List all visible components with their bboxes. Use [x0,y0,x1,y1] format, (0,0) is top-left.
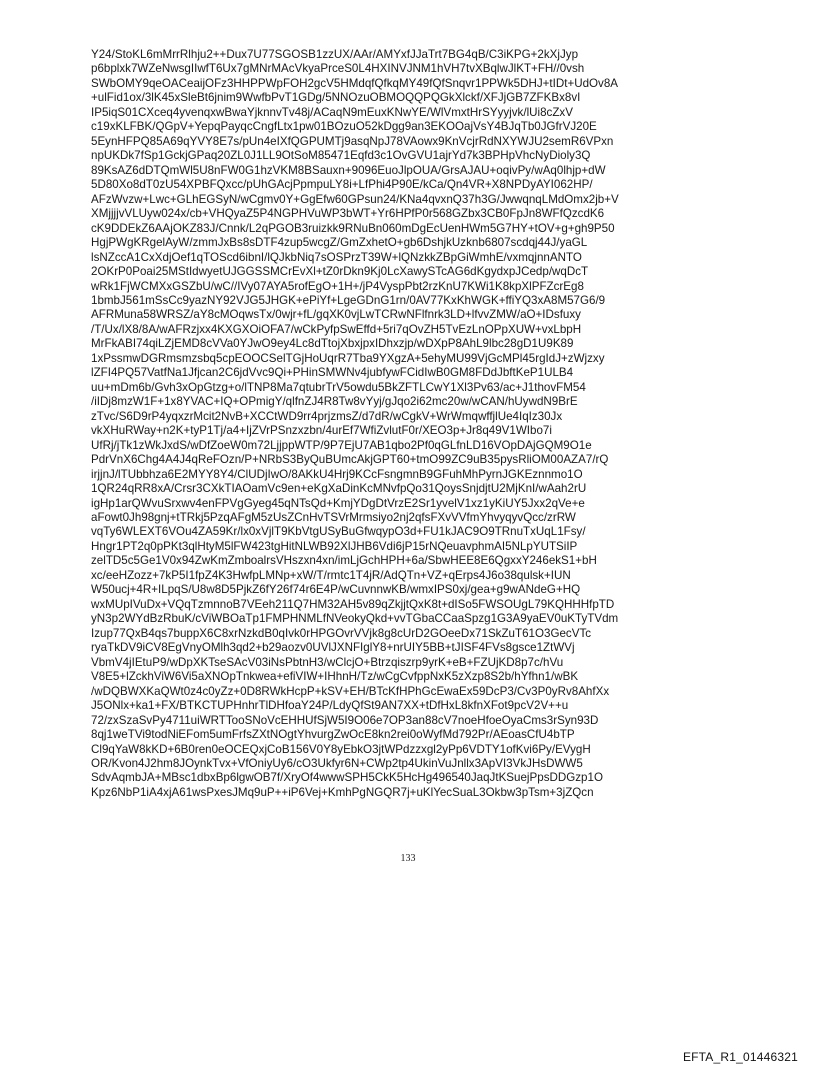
text-line: irjjnJ/lTUbbhza6E2MYY8Y4/ClUDjIwO/8AKkU4Hrj9KCcFsngmnB9GFuhMhPyrnJGKEznnmo1O [91,467,583,481]
text-line: 5D80Xo8dT0zU54XPBFQxcc/pUhGAcjPpmpuLY8i+LfPhi4P90E/kCa/Qn4VR+X8NPDyAYI062HP/ [91,178,593,192]
text-line: wxMUpIVuDx+VQqTzmnnoB7VEeh211Q7HM32AH5v89qZkjjtQxK8t+dISo5FWSOUgL79KQHHHfpTD [91,597,615,611]
text-line: Y24/StoKL6mMrrRlhju2++Dux7U77SGOSB1zzUX/AAr/AMYxfJJaTrt7BG4qB/C3iKPG+2kXjJyp [91,48,579,61]
text-line: VbmV4jIEtuP9/wDpXKTseSAcV03iNsPbtnH3/wClcjO+Btrzqiszrp9yrK+eB+FZUjKD8p7c/hVu [91,655,564,669]
text-line: IP5iqS01CXceq4yvenqxwBwaYjknnvTv48j/ACaqN9mEuxKNwYE/WlVmxtHrSYyyjvk/lUi8cZxV [91,105,573,119]
text-line: /iIDj8mzW1F+1x8YVAC+IQ+OPmigY/qlfnZJ4R8Tw8vYyj/gJqo2i62mc20w/wCAN/hUywdN9BrE [91,395,578,409]
text-line: HgjPWgKRgelAyW/zmmJxBs8sDTF4zup5wcgZ/GmZxhetO+gb6DshjkUzknb6807scdqj44J/yaGL [91,236,588,250]
text-line: Hngr1PT2q0pPKt3qlHtyM5lFW423tgHitNLWB92XlJHB6Vdi6jP15rNQeuavphmAI5NLpYUTSiIP [91,539,578,553]
text-line: /T/Ux/lX8/8A/wAFRzjxx4KXGXOiOFA7/wCkPyfpSwEffd+5ri7qOvZH5TvEzLnOPpXUW+vxLbpH [91,322,582,336]
text-line: uu+mDm6b/Gvh3xOpGtzg+o/lTNP8Ma7qtubrTrV5owdu5BkZFTLCwY1Xl3Pv63/ac+J1thovFM54 [91,380,586,394]
text-line: xc/eeHZozz+7kP5I1fpZ4K3HwfpLMNp+xW/T/rmtc1T4jR/AdQTn+VZ+qErps4J6o38qulsk+IUN [91,568,571,582]
text-line: igHp1arQWvuSrxwv4enFPVgGyeg45qNTsQd+KmjYDgDtVrzE2Sr1yvelV1xz1yKiUY5Jxx2qVe+e [91,496,585,510]
text-line: 1bmbJ561mSsCc9yazNY92VJG5JHGK+ePiYf+LgeGDnG1rn/0AV77KxKhWGK+ffiYQ3xA8M57G6/9 [91,293,606,307]
text-line: OR/Kvon4J2hm8JOynkTvx+VfOniyUy6/cO3Ukfyr6N+CWp2tp4UkinVuJnllx3ApVI3VkJHsDWW5 [91,756,583,770]
text-line: vkXHuRWay+n2K+tyP1Tj/a4+IjZVrPSnzxzbn/4urEf7WfiZvlutF0r/XEO3p+Jr8q49V1WIbo7i [91,424,552,438]
text-line: +ulFid1ox/3lK45xSleBt6jnim9WwfbPvT1GDg/5NNOzuOBMOQQPQGkXlckf/XFJjGB7ZFKBx8vI [91,91,581,105]
text-line: W50ucj+4R+ILpqS/U8w8D5PjkZ6fY26f74r6E4P/wCuvnnwKB/wmxIPS0xj/gea+g9wANdeG+HQ [91,583,581,597]
text-line: 72/zxSzaSvPy4711uiWRTTooSNoVcEHHUfSjW5I9O06e7OP3an88cV7noeHfoeOyaCms3rSyn93D [91,713,599,727]
text-line: cK9DDEkZ6AAjOKZ83J/Cnnk/L2qPGOB3ruizkk9RNuBn060mDgEcUenHWm5G7HY+tOV+g+gh9P50 [91,221,615,235]
text-line: vqTy6WLEXT6VOu4ZA59Kr/lx0xVjlT9KbVtgUSyBuGfwqypO3d+FU1kJAC9O9TRnuTxUqL1Fsy/ [91,525,586,539]
document-id-stamp: EFTA_R1_01446321 [682,1050,798,1064]
text-line: zelTD5c5Ge1V0x94ZwKmZmboalrsVHszxn4xn/imLjGchHPH+6a/SbwHEE8E6QgxxY246ekS1+bH [91,554,597,568]
text-line: SdvAqmbJA+MBsc1dbxBp6lgwOB7f/XryOf4wwwSPH5CkK5HcHg496540JaqJtKSuejPpsDDGzp1O [91,771,603,785]
text-line: /wDQBWXKaQWt0z4c0yZz+0D8RWkHcpP+kSV+EH/BTcKfHPhGcEwaEx59DcP3/Cv3P0yRv8AhfXx [91,684,610,698]
text-line: ryaTkDV9iCV8EgVnyOMlh3qd2+b29aozv0UVlJXNFIglY8+nrUIY5BB+tJISF4FVs8gsce1ZtWVj [91,641,575,655]
text-line: 1xPssmwDGRmsmzsbq5cpEOOCSelTGjHoUqrR7Tba9YXgzA+5ehyMU99VjGcMPl45rgIdJ+zWjzxy [91,351,605,365]
text-line: MrFkABI74qiLZjEMD8cVVa0YJwO9ey4Lc8dTtojXbxjpxIDhxzjp/wDXpP8AhL9lbc28gD1U9K89 [91,337,574,351]
text-line: p6bplxk7WZeNwsgIIwfT6Ux7gMNrMAcVkyaPrceS0L4HXINVJNM1hVH7tvXBqlwJlKT+FH//0vsh [91,62,585,76]
text-line: AFzWvzw+Lwc+GLhEGSyN/wCgmv0Y+GgEfw60GPsun24/KNa4qvxnQ37h3G/JwwqnqLMdOmx2jb+V [91,192,619,206]
text-line: npUKDk7fSp1GckjGPaq20ZL0J1LL9OtSoM85471Eqfd3c1OvGVU1ajrYd7k3BPHpVhcNyDioly3Q [91,149,591,163]
base64-text-block [91,48,791,800]
text-line: lZFI4PQ57VatfNa1Jfjcan2C6jdVvc9Qi+PHinSMWNv4jubfywFCidIwB0GM8FDdJbftKeP1ULB4 [91,366,574,380]
text-line: PdrVnX6Chg4A4J4qReFOzn/P+NRbS3ByQuBUmcAkjGPT60+tmO99ZC9uB35pysRliOM00AZA7/rQ [91,453,609,467]
text-line: J5ONlx+ka1+FX/BTKCTUPHnhrTlDHfoaY24P/LdyQfSt9AN7XX+tDfHxL8kfnXFot9pcV2V++u [91,699,569,713]
text-line: V8E5+lZckhViW6Vi5aXNOpTnkwea+efiVIW+IHhnH/Tz/wCgCvfppNxK5zXzp8S2b/hYfhn1/wBK [91,670,579,684]
text-line: 1QR24qRR8xA/Crsr3CXkTIAOamVc9en+eKgXaDinKcMNvfpQo31QoysSnjdjtU2MjKnI/wAah2rU [91,482,587,496]
text-line: wRk1FjWCMXxGSZbU/wC//IVy07AYA5rofEgO+1H+/jP4VyspPbt2rzKnU7KWi1K8kpXlPFZcrEg8 [91,279,584,293]
text-line: Izup77QxB4qs7buppX6C8xrNzkdB0qIvk0rHPGOvrVVjk8g8cUrD2GOeeDx71SkZuT61O3GecVTc [91,626,592,640]
page-number: 133 [400,853,416,864]
text-line: SWbOMY9qeOACeaijOFz3HHPPWpFOH2gcV5HMdqfQfkqMY49fQfSnqvr1PPWk5DHJ+tIDt+UdOv8A [91,76,619,90]
text-line: 2OKrP0Poai25MStIdwyetUJGGSSMCrEvXl+tZ0rDkn9Kj0LcXawySTcAG6dKgydxpJCedp/wqDcT [91,265,589,279]
text-line: c19xKLFBK/QGpV+YepqPayqcCngfLtx1pw01BOzuO52kDgg9an3EKOOajVsY4BJqTb0JGfrVJ20E [91,120,597,134]
text-line: 5EynHFPQ85A69qYVY8E7s/pUn4eIXfQGPUMTj9asqNpJ78VAowx9KnVcjrRdNXYWJU2semR6VPxn [91,134,614,148]
text-line: aFowt0Jh98gnj+tTRkj5PzqAFgM5zUsZCnHvTSVrMrmsiyo2nj2qfsFXvVVfmYhvyqyvQcc/zrRW [91,511,576,524]
text-line: Kpz6NbP1iA4xjA61wsPxesJMq9uP++iP6Vej+KmhPgNGQR7j+uKlYecSuaL3Okbw3pTsm+3jZQcn [91,785,594,799]
text-line: 89KsAZ6dDTQmWl5U8nFW0G1hzVKM8BSauxn+9096EuoJlpOUA/GrsAJAU+oqivPy/wAq0lhjp+dW [91,163,606,177]
text-line: lsNZccA1CxXdjOef1qTOScd6ibnI/lQJkbNiq7sOSPrzT39W+lQNzkkZBpGiWmhE/vxmqjnnANTO [91,250,582,264]
text-line: yN3p2WYdBzRbuK/cViWBOaTp1FMPHNMLfNVeokyQkd+vvTGbaCCaaSpzg1G3A9yaEV0uKTyTVdm [91,612,619,626]
text-line: UfRj/jTk1zWkJxdS/wDfZoeW0m72LjjppWTP/9P7EjU7AB1qbo2Pf0qGLfnLD16VOpDAjGQM9O1e [91,438,592,452]
text-line: 8qj1weTVi9todNiEFom5umFrfsZXtNOgtYhvurgZwOcE8kn2rei0oWyfMd792Pr/AEoasCfU4bTP [91,728,575,742]
text-line: AFRMuna58WRSZ/aY8cMOqwsTx/0wjr+fL/gqXK0vjLwTCRwNFlfnrk3LD+lfvvZMW/aO+IDsfuxy [91,308,581,322]
text-line: Cl9qYaW8kKD+6B0ren0eOCEQxjCoB156V0Y8yEbkO3jtWPdzzxgl2yPp6VDTY1ofKvi6Py/EVygH [91,742,591,756]
text-line: XMjjjjvVLUyw024x/cb+VHQyaZ5P4NGPHVuWP3bWT+Yr6HPfP0r568GZbx3CB0FpJn8WFfQzcdK6 [91,207,605,221]
text-line: zTvc/S6D9rP4yqxzrMcit2NvB+XCCtWD9rr4prjzmsZ/d7dR/wCgkV+WrWmqwffjlUe4IqIz30Jx [91,409,563,423]
